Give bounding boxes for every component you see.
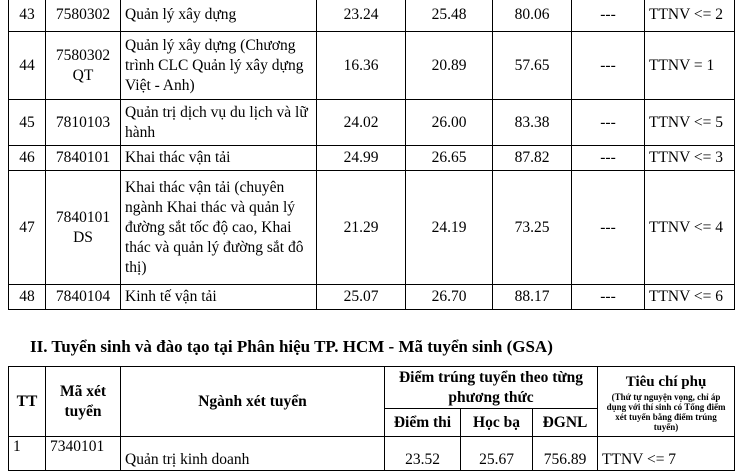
header-tieu-chi-title: Tiêu chí phụ: [625, 373, 707, 390]
row-code: [46, 32, 121, 100]
row-extra: ---: [572, 100, 645, 146]
row-code-main: 7580302: [55, 46, 111, 64]
row-extra: ---: [572, 171, 645, 285]
row-diem-thi: 23.24: [317, 0, 406, 32]
row-major-name: Khai thác vận tải: [121, 146, 317, 171]
row-code: 7340101: [46, 437, 121, 471]
row-hoc-ba: 26.70: [406, 285, 493, 310]
header-tieu-chi-note: (Thứ tự nguyện vọng, chỉ áp dụng với thí sinh có Tổng điểm xét tuyển bằng điểm trúng tuyển): [606, 391, 726, 432]
row-diem-thi: 25.07: [317, 285, 406, 310]
row-tt: 1: [9, 437, 46, 471]
row-tieu-chi: TTNV <= 3: [645, 146, 735, 171]
row-extra: ---: [572, 32, 645, 100]
row-tieu-chi: TTNV <= 7: [598, 437, 735, 471]
header-row: [9, 367, 735, 409]
table-row: [9, 171, 735, 285]
row-code: [46, 171, 121, 285]
row-code-main: 7840101: [55, 208, 111, 226]
row-dgnl: 88.17: [493, 285, 572, 310]
row-hoc-ba: 20.89: [406, 32, 493, 100]
row-major-name: Quản lý xây dựng (Chương trình CLC Quản lý xây dựng Việt - Anh): [121, 32, 317, 100]
row-tieu-chi: TTNV = 1: [645, 32, 735, 100]
row-diem-thi: 24.02: [317, 100, 406, 146]
table-row: [9, 0, 735, 32]
row-tt: 46: [9, 146, 46, 171]
row-hoc-ba: 26.00: [406, 100, 493, 146]
row-hoc-ba: 24.19: [406, 171, 493, 285]
row-dgnl: 756.89: [533, 437, 598, 471]
row-dgnl: 80.06: [493, 0, 572, 32]
row-major-name: Quản lý xây dựng: [121, 0, 317, 32]
table-row: [9, 146, 735, 171]
row-diem-thi: 21.29: [317, 171, 406, 285]
row-extra: ---: [572, 146, 645, 171]
row-extra: ---: [572, 285, 645, 310]
header-tt: TT: [9, 367, 46, 437]
row-hoc-ba: 25.67: [461, 437, 533, 471]
row-dgnl: 87.82: [493, 146, 572, 171]
row-code: 7840104: [46, 285, 121, 310]
row-tt: 44: [9, 32, 46, 100]
header-hoc-ba: Học bạ: [461, 409, 533, 437]
row-tt: 43: [9, 0, 46, 32]
row-dgnl: 83.38: [493, 100, 572, 146]
header-diem-trung-tuyen: Điểm trúng tuyển theo từng phương thức: [385, 367, 598, 409]
row-code: 7810103: [46, 100, 121, 146]
table-row: [9, 437, 735, 471]
admission-table-part1: [8, 0, 735, 310]
row-major-name: Quản trị kinh doanh: [121, 437, 385, 471]
table-row: [9, 32, 735, 100]
row-tt: 45: [9, 100, 46, 146]
row-major-name: Kinh tế vận tải: [121, 285, 317, 310]
header-dgnl: ĐGNL: [533, 409, 598, 437]
row-extra: ---: [572, 0, 645, 32]
row-hoc-ba: 26.65: [406, 146, 493, 171]
row-diem-thi: 16.36: [317, 32, 406, 100]
row-diem-thi: 24.99: [317, 146, 406, 171]
table-row: [9, 100, 735, 146]
row-dgnl: 57.65: [493, 32, 572, 100]
header-nganh-xet-tuyen: Ngành xét tuyển: [121, 367, 385, 437]
row-major-name: Quản trị dịch vụ du lịch và lữ hành: [121, 100, 317, 146]
row-code-suffix: DS: [73, 228, 93, 246]
row-tieu-chi: TTNV <= 2: [645, 0, 735, 32]
row-tieu-chi: TTNV <= 6: [645, 285, 735, 310]
row-tieu-chi: TTNV <= 4: [645, 171, 735, 285]
row-diem-thi: 23.52: [385, 437, 461, 471]
row-code: 7580302: [46, 0, 121, 32]
header-ma-xet-tuyen: Mã xét tuyển: [46, 367, 121, 437]
row-dgnl: 73.25: [493, 171, 572, 285]
row-tt: 48: [9, 285, 46, 310]
row-tieu-chi: TTNV <= 5: [645, 100, 735, 146]
row-major-name: Khai thác vận tải (chuyên ngành Khai thác và quản lý đường sắt tốc độ cao, Khai thác và quản lý đường sắt đô thị): [121, 171, 317, 285]
section-heading: II. Tuyển sinh và đào tạo tại Phân hiệu TP. HCM - Mã tuyển sinh (GSA): [30, 337, 553, 356]
row-tt: 47: [9, 171, 46, 285]
header-tieu-chi-phu: [598, 367, 735, 437]
row-hoc-ba: 25.48: [406, 0, 493, 32]
row-code: 7840101: [46, 146, 121, 171]
admission-table-part2: [8, 366, 735, 471]
header-diem-thi: Điểm thi: [385, 409, 461, 437]
table-row: [9, 285, 735, 310]
row-code-suffix: QT: [72, 66, 94, 84]
